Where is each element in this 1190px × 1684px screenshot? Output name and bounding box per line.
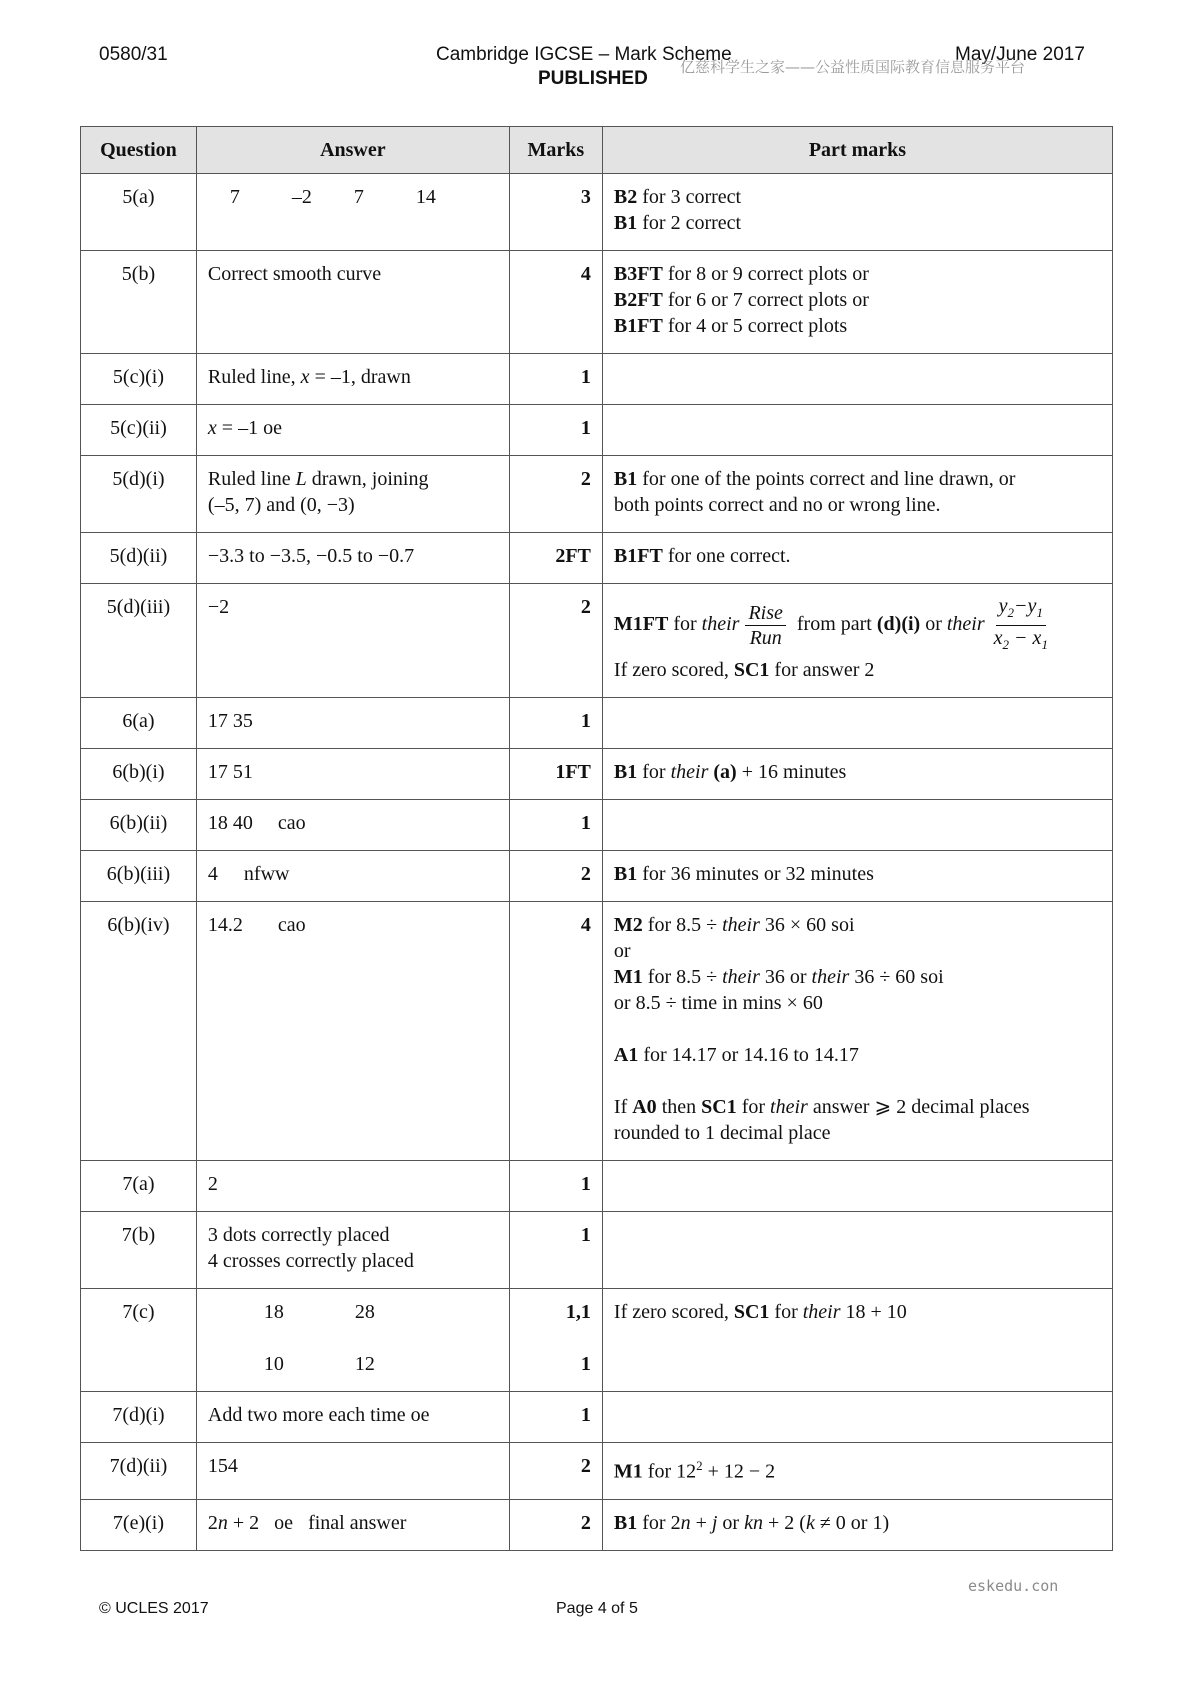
mark-scheme-table (80, 126, 1113, 1551)
marks-cell: 2FT (509, 533, 602, 584)
answer-cell: 154 (196, 1443, 509, 1500)
answer-cell (196, 174, 509, 251)
marks-cell: 1FT (509, 749, 602, 800)
marks-cell: 2 (509, 456, 602, 533)
part-marks-cell: B1 for 2n + j or kn + 2 (k ≠ 0 or 1) (602, 1499, 1112, 1550)
part-marks-cell: M1FT for their $\frac{\text{Rise}}{\text{Run}}$ from part (d)(i) or their $\frac{y_2-y_1}{x_2 - x_1}$ If zero scored, SC1 for answer 2 (602, 584, 1112, 698)
table-row (81, 1212, 1113, 1289)
question-cell: 6(b)(iv) (81, 902, 197, 1161)
marks-cell: 2 (509, 1499, 602, 1550)
marks-cell: 1 (509, 1392, 602, 1443)
part-marks-cell: M1 for $12^2 + 12 - 2$ (602, 1443, 1112, 1500)
part-marks-cell: B1 for 36 minutes or 32 minutes (602, 851, 1112, 902)
exam-session: May/June 2017 (955, 44, 1085, 65)
marks-cell: 1,1 1 (509, 1289, 602, 1392)
question-cell: 6(b)(ii) (81, 800, 197, 851)
table-row (81, 1161, 1113, 1212)
table-row (81, 749, 1113, 800)
answer-cell: −2 (196, 584, 509, 698)
marks-cell: 1 (509, 698, 602, 749)
marks-cell: 2 (509, 584, 602, 698)
question-cell: 7(d)(i) (81, 1392, 197, 1443)
copyright: © UCLES 2017 (99, 1600, 209, 1617)
answer-cell: 14.2 cao (196, 902, 509, 1161)
table-row (81, 251, 1113, 354)
table-row (81, 1443, 1113, 1500)
document-status: PUBLISHED (538, 68, 648, 89)
answer-value: –2 (291, 186, 312, 208)
answer-cell: 17 35 (196, 698, 509, 749)
part-marks-cell (602, 1161, 1112, 1212)
question-cell: 5(d)(iii) (81, 584, 197, 698)
rise-over-run-fraction: $\frac{\text{Rise}}{\text{Run}}$ (745, 601, 785, 650)
question-cell: 6(b)(iii) (81, 851, 197, 902)
question-cell: 7(b) (81, 1212, 197, 1289)
answer-value: 14 (415, 186, 436, 208)
answer-cell: 18 28 10 12 (196, 1289, 509, 1392)
part-marks-cell: B2 for 3 correct B1 for 2 correct (602, 174, 1112, 251)
marks-cell: 3 (509, 174, 602, 251)
answer-cell: x = –1 oe (196, 405, 509, 456)
question-cell: 5(d)(ii) (81, 533, 197, 584)
answer-cell: Correct smooth curve (196, 251, 509, 354)
table-row (81, 800, 1113, 851)
marks-cell: 2 (509, 851, 602, 902)
question-cell: 6(a) (81, 698, 197, 749)
answer-cell: 18 40 cao (196, 800, 509, 851)
part-marks-cell (602, 1212, 1112, 1289)
part-marks-cell: M2 for 8.5 ÷ their 36 × 60 soi or M1 for 8.5 ÷ their 36 or their 36 ÷ 60 soi or 8.5 ÷ time in mins × 60 A1 for 14.17 or 14.16 to 14.17 If A0 then SC1 for their answer ⩾ 2 decimal places rounded to 1 decimal place (602, 902, 1112, 1161)
answer-cell: 2 (196, 1161, 509, 1212)
answer-cell: Add two more each time oe (196, 1392, 509, 1443)
table-row (81, 174, 1113, 251)
question-cell: 6(b)(i) (81, 749, 197, 800)
answer-value: 7 (353, 186, 364, 208)
part-marks-cell (602, 405, 1112, 456)
marks-cell: 4 (509, 902, 602, 1161)
part-marks-cell: B1 for their (a) + 16 minutes (602, 749, 1112, 800)
part-marks-cell: B1 for one of the points correct and line drawn, or both points correct and no or wrong line. (602, 456, 1112, 533)
table-row (81, 851, 1113, 902)
answer-cell: 2n + 2 oe final answer (196, 1499, 509, 1550)
table-row (81, 405, 1113, 456)
part-marks-cell (602, 698, 1112, 749)
document-code: 0580/31 (99, 44, 168, 65)
page-number: Page 4 of 5 (556, 1600, 638, 1617)
col-question-header: Question (81, 127, 197, 174)
marks-cell: 2 (509, 1443, 602, 1500)
table-row (81, 698, 1113, 749)
col-part-marks-header: Part marks (602, 127, 1112, 174)
table-row (81, 456, 1113, 533)
marks-cell: 1 (509, 800, 602, 851)
document-title: Cambridge IGCSE – Mark Scheme (436, 44, 732, 65)
part-marks-cell: B1FT for one correct. (602, 533, 1112, 584)
question-cell: 5(c)(i) (81, 354, 197, 405)
part-marks-cell (602, 1392, 1112, 1443)
answer-cell: Ruled line L drawn, joining (–5, 7) and (0, −3) (196, 456, 509, 533)
answer-cell: 3 dots correctly placed 4 crosses correctly placed (196, 1212, 509, 1289)
marks-cell: 4 (509, 251, 602, 354)
question-cell: 5(d)(i) (81, 456, 197, 533)
marks-cell: 1 (509, 405, 602, 456)
table-row (81, 584, 1113, 698)
table-row (81, 1289, 1113, 1392)
table-header-row (81, 127, 1113, 174)
gradient-fraction: $\frac{y_2-y_1}{x_2 - x_1}$ (993, 595, 1048, 652)
answer-cell: 4 nfww (196, 851, 509, 902)
col-marks-header: Marks (509, 127, 602, 174)
marks-cell: 1 (509, 1161, 602, 1212)
col-answer-header: Answer (196, 127, 509, 174)
question-cell: 7(a) (81, 1161, 197, 1212)
question-cell: 7(c) (81, 1289, 197, 1392)
part-marks-cell (602, 354, 1112, 405)
header-watermark: 亿慈科学生之家——公益性质国际教育信息服务平台 (680, 58, 1026, 76)
answer-cell: 17 51 (196, 749, 509, 800)
part-marks-cell: B3FT for 8 or 9 correct plots or B2FT for 6 or 7 correct plots or B1FT for 4 or 5 correct plots (602, 251, 1112, 354)
table-row (81, 1499, 1113, 1550)
marks-cell: 1 (509, 354, 602, 405)
answer-value: 7 (229, 186, 240, 208)
marks-cell: 1 (509, 1212, 602, 1289)
table-row (81, 1392, 1113, 1443)
answer-cell: Ruled line, x = –1, drawn (196, 354, 509, 405)
footer-watermark: eskedu.con (968, 1577, 1059, 1595)
question-cell: 5(a) (81, 174, 197, 251)
answer-cell: −3.3 to −3.5, −0.5 to −0.7 (196, 533, 509, 584)
question-cell: 7(e)(i) (81, 1499, 197, 1550)
question-cell: 7(d)(ii) (81, 1443, 197, 1500)
part-marks-cell (602, 800, 1112, 851)
question-cell: 5(c)(ii) (81, 405, 197, 456)
table-row (81, 354, 1113, 405)
table-row (81, 902, 1113, 1161)
question-cell: 5(b) (81, 251, 197, 354)
table-row (81, 533, 1113, 584)
part-marks-cell: If zero scored, SC1 for their 18 + 10 (602, 1289, 1112, 1392)
